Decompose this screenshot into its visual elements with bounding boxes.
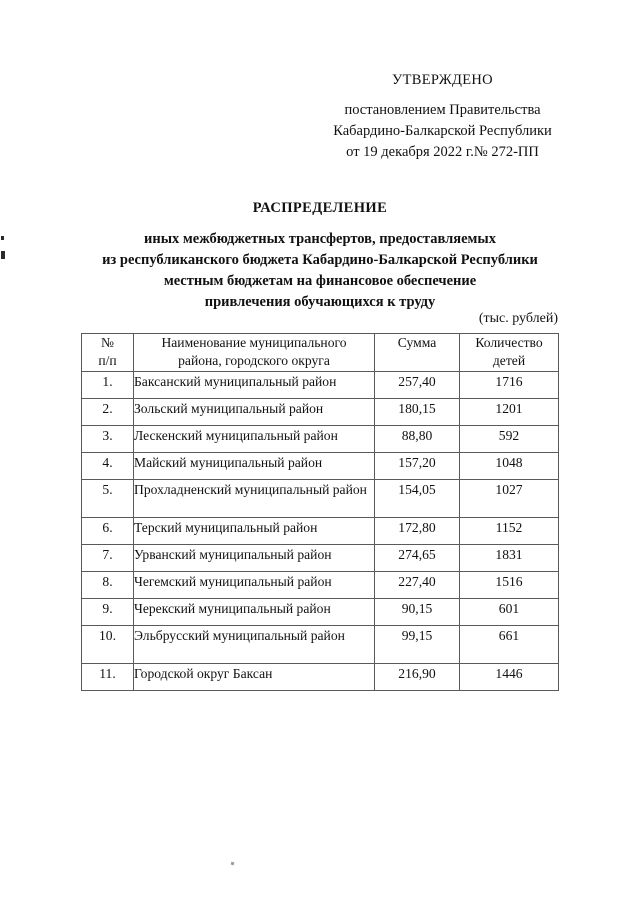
municipality-name-cell: Урванский муниципальный район [134,544,375,571]
sum-cell: 99,15 [375,625,460,663]
children-count-cell: 601 [460,598,559,625]
row-number-cell: 8. [82,571,134,598]
children-count-cell: 661 [460,625,559,663]
table-row [82,544,559,571]
column-header-sum [375,334,460,372]
table-body [82,371,559,690]
table-row [82,479,559,517]
children-count-cell: 1831 [460,544,559,571]
column-header-name [134,334,375,372]
row-number-cell: 5. [82,479,134,517]
column-header-number-line-2: п/п [98,353,117,369]
sum-cell: 227,40 [375,571,460,598]
document-subtitle-line-2: из республиканского бюджета Кабардино-Балкарской Республики [102,252,538,269]
municipality-name-cell: Черекский муниципальный район [134,598,375,625]
table-row [82,571,559,598]
column-header-count-line-2: детей [492,353,526,369]
document-subtitle-line-4: привлечения обучающихся к труду [204,294,436,311]
table-row [82,625,559,663]
document-title-block [40,198,600,313]
scan-artifact-mark [1,236,4,240]
sum-cell: 90,15 [375,598,460,625]
row-number-cell: 4. [82,452,134,479]
scan-artifact-mark [1,251,5,259]
sum-cell: 274,65 [375,544,460,571]
approval-title: УТВЕРЖДЕНО [392,72,493,88]
column-header-count [460,334,559,372]
table-header [82,334,559,372]
children-count-cell: 1446 [460,663,559,690]
municipality-name-cell: Терский муниципальный район [134,517,375,544]
children-count-cell: 592 [460,425,559,452]
document-subtitle-line-1: иных межбюджетных трансфертов, предоставляемых [143,231,496,248]
row-number-cell: 2. [82,398,134,425]
distribution-table [81,333,559,691]
sum-cell: 257,40 [375,371,460,398]
table-row [82,452,559,479]
table-row [82,663,559,690]
units-note: (тыс. рублей) [478,311,558,326]
page-title: РАСПРЕДЕЛЕНИЕ [252,200,388,216]
municipality-name-cell: Городской округ Баксан [134,663,375,690]
row-number-cell: 6. [82,517,134,544]
row-number-cell: 10. [82,625,134,663]
table-header-row [82,334,559,372]
municipality-name-cell: Эльбрусский муниципальный район [134,625,375,663]
column-header-number [82,334,134,372]
municipality-name-cell: Баксанский муниципальный район [134,371,375,398]
table-row [82,371,559,398]
sum-cell: 172,80 [375,517,460,544]
scan-artifact-speck [231,862,235,866]
column-header-name-line-2: района, городского округа [178,353,330,369]
approval-line-1: постановлением Правительства [344,102,541,119]
municipality-name-cell: Зольский муниципальный район [134,398,375,425]
sum-cell: 154,05 [375,479,460,517]
children-count-cell: 1516 [460,571,559,598]
table-row [82,425,559,452]
approval-line-3: от 19 декабря 2022 г.№ 272-ПП [346,144,539,161]
document-subtitle-line-3: местным бюджетам на финансовое обеспечение [163,273,477,290]
row-number-cell: 3. [82,425,134,452]
row-number-cell: 7. [82,544,134,571]
column-header-count-line-1: Количество [475,335,543,350]
children-count-cell: 1716 [460,371,559,398]
sum-cell: 157,20 [375,452,460,479]
column-header-number-line-1: № [101,335,114,350]
children-count-cell: 1201 [460,398,559,425]
municipality-name-cell: Лескенский муниципальный район [134,425,375,452]
municipality-name-cell: Майский муниципальный район [134,452,375,479]
approval-line-2: Кабардино-Балкарской Республики [333,123,552,140]
sum-cell: 216,90 [375,663,460,690]
table-row [82,517,559,544]
children-count-cell: 1048 [460,452,559,479]
row-number-cell: 9. [82,598,134,625]
municipality-name-cell: Чегемский муниципальный район [134,571,375,598]
table-row [82,398,559,425]
sum-cell: 88,80 [375,425,460,452]
row-number-cell: 11. [82,663,134,690]
children-count-cell: 1027 [460,479,559,517]
approval-block [300,70,585,163]
column-header-sum-label: Сумма [397,335,437,350]
municipality-name-cell: Прохладненский муниципальный район [134,479,375,517]
column-header-name-line-1: Наименование муниципального [161,335,347,350]
table-row [82,598,559,625]
children-count-cell: 1152 [460,517,559,544]
row-number-cell: 1. [82,371,134,398]
sum-cell: 180,15 [375,398,460,425]
